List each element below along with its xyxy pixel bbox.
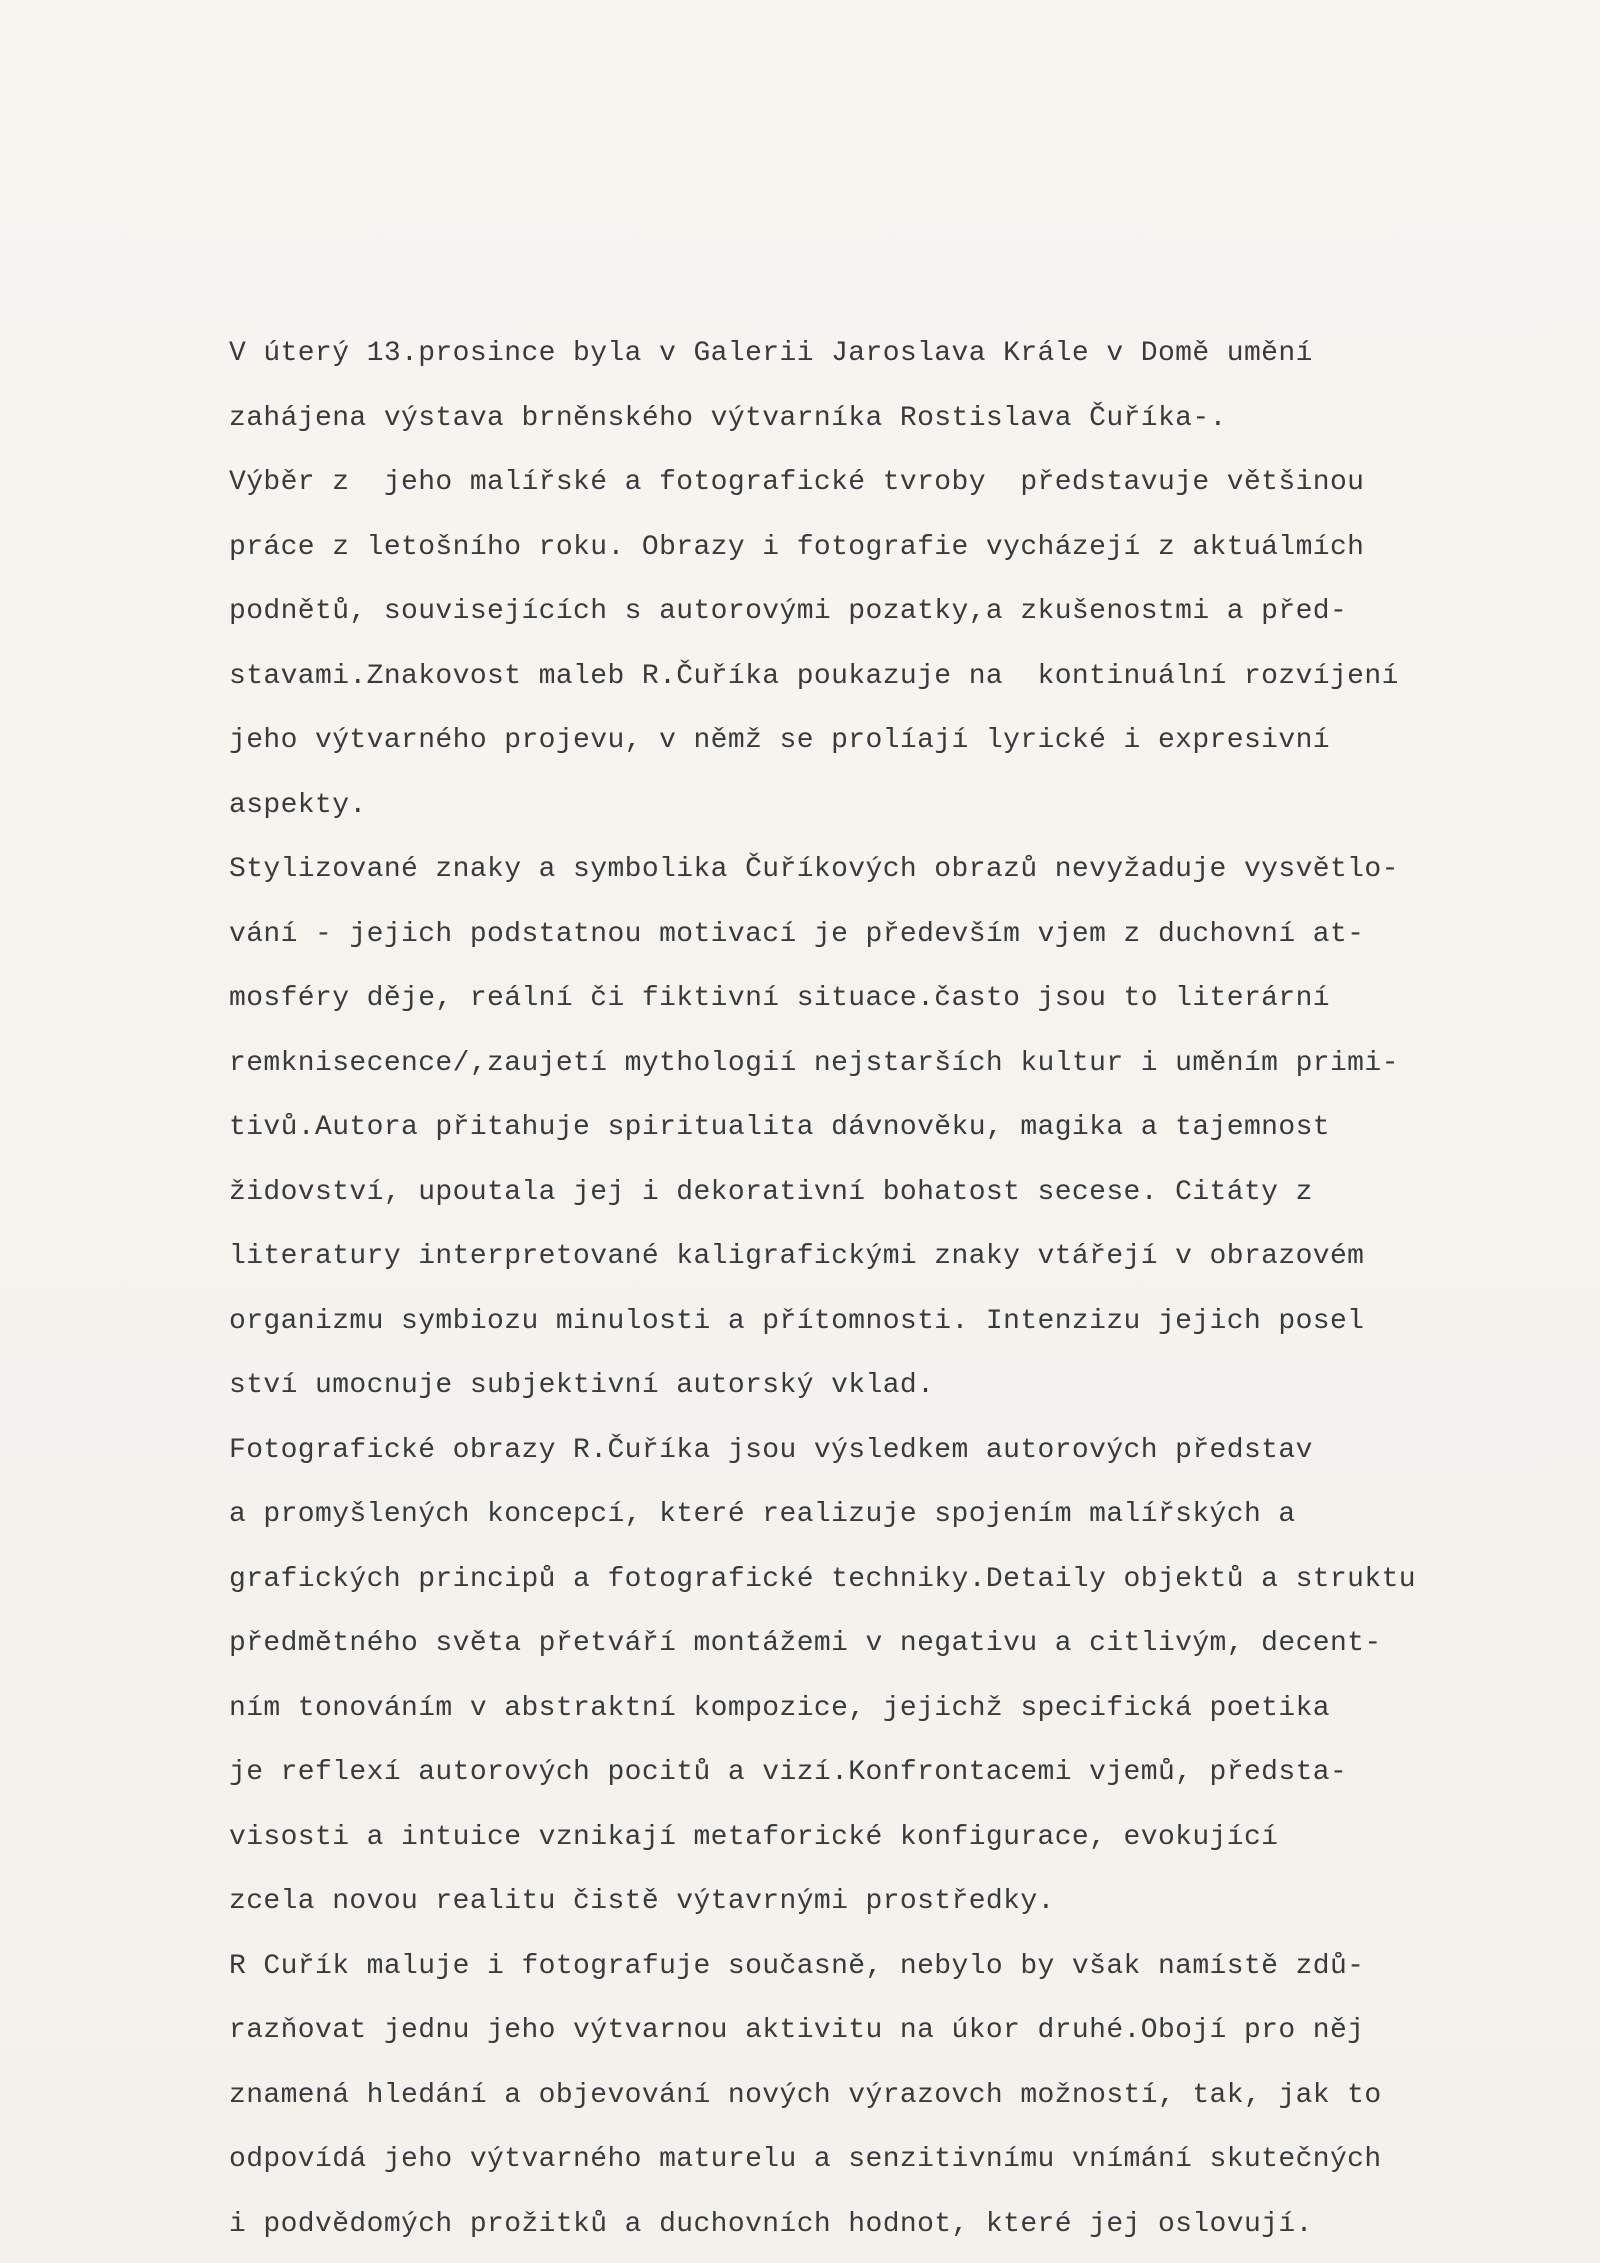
text-line: Výběr z jeho malířské a fotografické tvroby představuje většinou [229,467,1365,498]
text-line: odpovídá jeho výtvarného maturelu a senzitivnímu vnímání skutečných [229,2144,1382,2175]
typewritten-text [229,322,1600,2257]
text-line: je reflexí autorových pocitů a vizí.Konfrontacemi vjemů, předsta- [229,1757,1348,1788]
text-line: a promyšlených koncepcí, které realizuje spojením malířských a [229,1499,1296,1530]
text-line: stavami.Znakovost maleb R.Čuříka poukazuje na kontinuální rozvíjení [229,660,1399,692]
text-line: R Cuřík maluje i fotografuje současně, nebylo by však namístě zdů- [229,1950,1365,1982]
text-line: židovství, upoutala jej i dekorativní bohatost secese. Citáty z [229,1176,1313,1208]
text-line: zcela novou realitu čistě výtavrnými prostředky. [229,1886,1055,1917]
text-line: práce z letošního roku. Obrazy i fotografie vycházejí z aktuálmích [229,531,1365,563]
text-line: předmětného světa přetváří montážemi v negativu a citlivým, decent- [229,1628,1382,1659]
text-line: ním tonováním v abstraktní kompozice, jejichž specifická poetika [229,1692,1330,1724]
text-line: zahájena výstava brněnského výtvarníka Rostislava Čuříka-. [229,402,1227,434]
text-line: organizmu symbiozu minulosti a přítomnosti. Intenzizu jejich posel [229,1305,1365,1337]
text-line: i podvědomých prožitků a duchovních hodnot, které jej oslovují. [229,2208,1313,2240]
text-line: visosti a intuice vznikají metaforické konfigurace, evokující [229,1821,1279,1853]
text-line: Fotografické obrazy R.Čuříka jsou výsledkem autorových představ [229,1434,1313,1466]
text-line: podnětů, souvisejících s autorovými pozatky,a zkušenostmi a před- [229,596,1348,627]
text-line: tivů.Autora přitahuje spiritualita dávnověku, magika a tajemnost [229,1112,1330,1143]
text-line: mosféry děje, reální či fiktivní situace.často jsou to literární [229,983,1330,1014]
text-line: remknisecence/,zaujetí mythologií nejstarších kultur i uměním primi- [229,1047,1399,1079]
text-line: razňovat jednu jeho výtvarnou aktivitu na úkor druhé.Obojí pro něj [229,2015,1365,2046]
text-line: jeho výtvarného projevu, v němž se prolíají lyrické i expresivní [229,725,1330,756]
text-line: grafických principů a fotografické techniky.Detaily objektů a struktu [229,1563,1416,1595]
text-line: ství umocnuje subjektivní autorský vklad. [229,1370,935,1401]
text-line: V úterý 13.prosince byla v Galerii Jaroslava Krále v Domě umění [229,338,1313,369]
text-line: Stylizované znaky a symbolika Čuříkových obrazů nevyžaduje vysvětlo- [229,854,1399,885]
text-line: literatury interpretované kaligrafickými znaky vtářejí v obrazovém [229,1241,1365,1272]
text-line: znamená hledání a objevování nových výrazovch možností, tak, jak to [229,2079,1382,2111]
text-line: aspekty. [229,789,367,821]
text-line: vání - jejich podstatnou motivací je především vjem z duchovní at- [229,918,1365,950]
